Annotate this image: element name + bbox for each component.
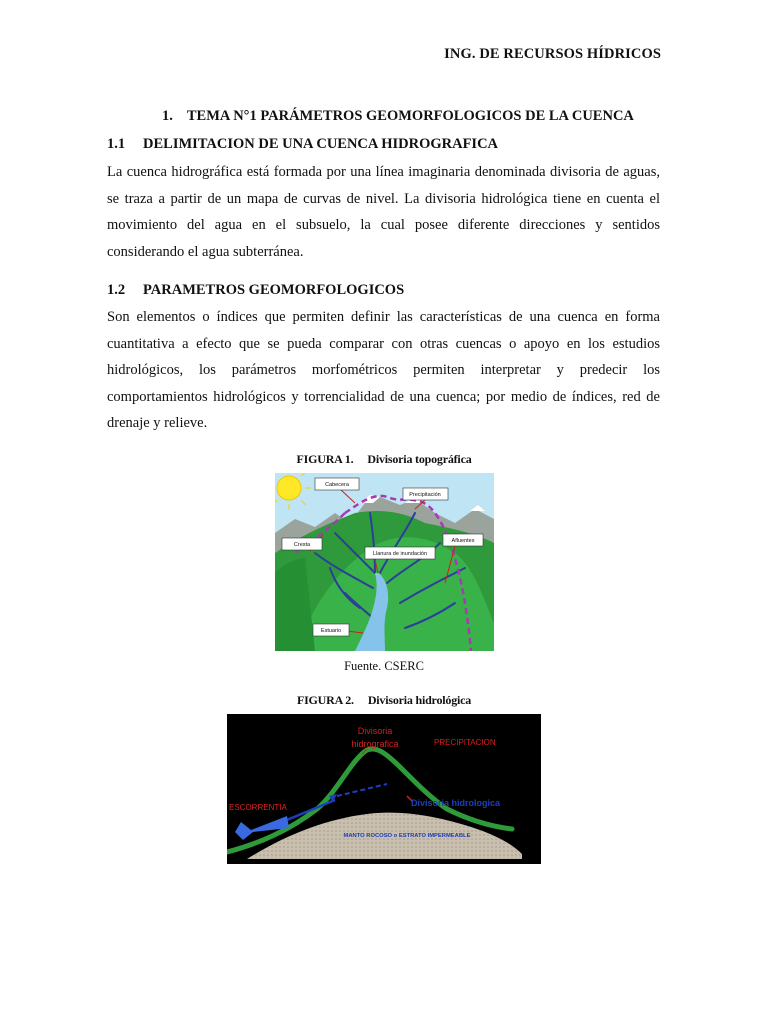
section-1-2-title: PARAMETROS GEOMORFOLOGICOS	[143, 282, 405, 298]
section-1-2-heading	[107, 282, 404, 299]
section-1-text: TEMA N°1 PARÁMETROS GEOMORFOLOGICOS DE LA CUENCA	[186, 108, 634, 124]
label-divisoria-hidrografica-1: Divisoria	[357, 726, 393, 736]
label-llanura: Llanura de inundación	[372, 551, 428, 557]
page-header: ING. DE RECURSOS HÍDRICOS	[444, 46, 661, 62]
figure-1-illustration	[275, 473, 494, 651]
figure-1-number: FIGURA 1.	[296, 452, 354, 466]
section-1-2-paragraph: Son elementos o índices que permiten definir las características de una cuenca en forma cuantitativa a efecto que se pueda comparar con otras cuencas o apoyo en los estudios hidrológicos, los parámetros morfométricos permiten interpretar y predecir los comportamientos hidrológicos y torrencialidad de una cuenca; por medio de índices, red de drenaje y relieve.	[107, 309, 660, 432]
label-divisoria-hidrografica-2: hidrografica	[351, 739, 399, 749]
label-precipitacion: Precipitación	[409, 492, 441, 498]
label-estuario: Estuario	[320, 628, 342, 634]
figure-2-illustration	[227, 714, 541, 864]
section-1-number: 1.	[162, 108, 173, 124]
section-1-1-number: 1.1	[107, 136, 126, 152]
section-1-1-paragraph: La cuenca hidrográfica está formada por una línea imaginaria denominada divisoria de aguas, se traza a partir de un mapa de curvas de nivel. La divisoria hidrológica tiene en cuenta el movimiento del agua en el subsuelo, la cual posee diferente direcciones y sentidos considerando el agua subterránea.	[107, 164, 660, 260]
figure-1-source: Fuente. CSERC	[344, 659, 424, 673]
section-1-2-number: 1.2	[107, 282, 126, 298]
label-divisoria-hidrologica: Divisoria hidrologica	[411, 798, 501, 808]
label-precipitacion-2: PRECIPITACION	[434, 738, 496, 747]
sun-icon	[277, 476, 301, 500]
label-escorrentia: ESCORRENTIA	[229, 803, 287, 812]
label-afluentes: Afluentes	[451, 538, 475, 544]
section-1-title	[162, 108, 634, 125]
section-1-1-heading	[107, 136, 498, 153]
label-cabecera: Cabecera	[325, 482, 349, 488]
section-1-1-title: DELIMITACION DE UNA CUENCA HIDROGRAFICA	[143, 136, 499, 152]
label-manto-rocoso: MANTO ROCOSO o ESTRATO IMPERMEABLE	[343, 833, 471, 839]
figure-2-title: Divisoria hidrológica	[367, 693, 472, 707]
figure-2-caption	[0, 693, 768, 708]
figure-1-title: Divisoria topográfica	[367, 452, 472, 466]
label-cresta: Cresta	[293, 542, 311, 548]
figure-2-number: FIGURA 2.	[296, 693, 354, 707]
figure-1-caption	[0, 452, 768, 467]
